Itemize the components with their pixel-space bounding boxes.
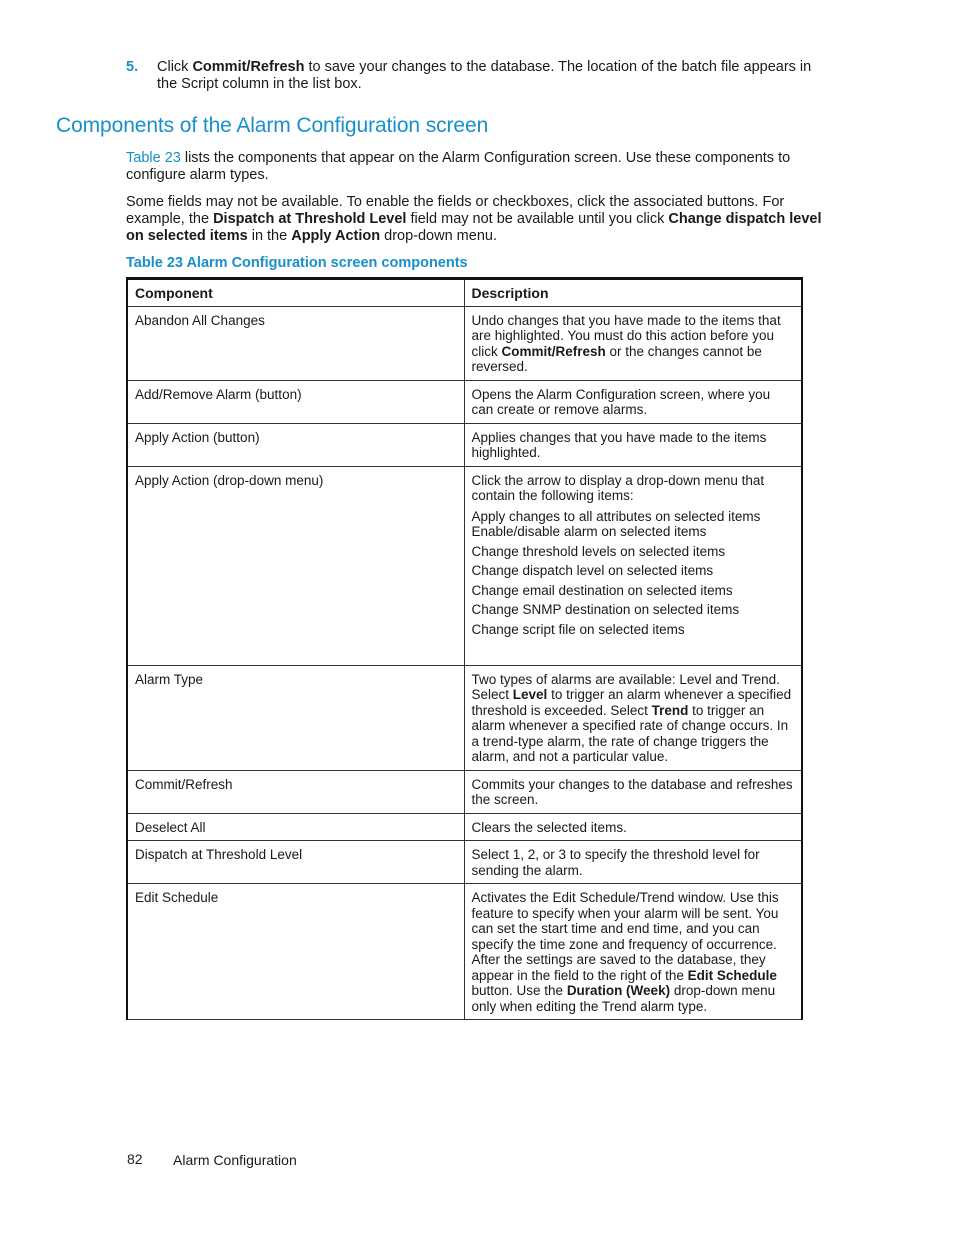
menu-item: Change script file on selected items [471, 621, 685, 637]
note-bold-2: Change dispatch level on selected items [126, 211, 822, 244]
menu-item: Change threshold levels on selected items [471, 543, 726, 559]
description-cell: Commits your changes to the database and refreshes the screen. [464, 770, 802, 813]
component-cell: Apply Action (button) [127, 423, 464, 466]
menu-item: Change email destination on selected items [471, 582, 733, 598]
menu-item: Apply changes to all attributes on selected items [471, 508, 761, 524]
commit-refresh-ref: Commit/Refresh [192, 59, 305, 75]
table-caption: Table 23 Alarm Configuration screen components [126, 255, 468, 271]
page-number: 82 [127, 1151, 143, 1167]
component-cell: Edit Schedule [127, 884, 464, 1020]
description-cell: Select 1, 2, or 3 to specify the threshold level for sending the alarm. [464, 841, 802, 884]
table-23-link[interactable]: Table 23 [126, 150, 181, 166]
description-cell: Applies changes that you have made to the items highlighted. [464, 423, 802, 466]
desc-text: Activates the Edit Schedule/Trend window. Use this feature to specify when your alarm will be sent. You can set the start time and end time, and you can specify the time zone and frequency of occurrence. After the settings are saved to the database, they appear in the field to the right of the [471, 890, 779, 983]
menu-item: Change dispatch level on selected items [471, 563, 714, 578]
component-cell: Alarm Type [127, 665, 464, 770]
table-row [127, 306, 802, 380]
table-row [127, 884, 802, 1020]
table-row [127, 466, 802, 665]
table-row [127, 841, 802, 884]
header-component: Component [127, 279, 464, 307]
component-cell: Commit/Refresh [127, 770, 464, 813]
table-row [127, 380, 802, 423]
desc-text: Undo changes that you have made to the items that are highlighted. You must do this action before you click [471, 312, 781, 359]
components-table [126, 277, 803, 1020]
step-5 [126, 59, 826, 93]
description-cell [464, 665, 802, 770]
desc-bold: Level [512, 687, 548, 702]
table-row [127, 813, 802, 841]
intro-paragraph [126, 150, 830, 184]
desc-text: drop-down menu only when editing the Trend alarm type. [471, 983, 776, 1014]
desc-text: Click the arrow to display a drop-down menu that contain the following items: [471, 472, 765, 503]
component-cell: Add/Remove Alarm (button) [127, 380, 464, 423]
component-cell: Dispatch at Threshold Level [127, 841, 464, 884]
intro-text: lists the components that appear on the Alarm Configuration screen. Use these components to configure alarm types. [126, 150, 791, 183]
step-text-pre: Click [157, 59, 193, 75]
section-title: Components of the Alarm Configuration screen [56, 114, 489, 137]
description-cell: Opens the Alarm Configuration screen, where you can create or remove alarms. [464, 380, 802, 423]
component-cell: Abandon All Changes [127, 306, 464, 380]
note-paragraph [126, 194, 830, 245]
table-row [127, 665, 802, 770]
note-text-2: field may not be available until you click [406, 211, 669, 227]
desc-bold: Duration (Week) [566, 983, 671, 998]
desc-text: to trigger an alarm whenever a specified rate of change occurs. In a trend-type alarm, the rate of change triggers the alarm, and not a particular value. [471, 702, 789, 764]
description-cell [464, 884, 802, 1020]
component-cell: Deselect All [127, 813, 464, 841]
table-row [127, 770, 802, 813]
table-row [127, 423, 802, 466]
step-text [157, 59, 826, 93]
note-bold-3: Apply Action [291, 228, 381, 244]
description-cell: Clears the selected items. [464, 813, 802, 841]
desc-text: button. Use the [471, 983, 567, 998]
table-header-row [127, 279, 802, 307]
menu-item: Enable/disable alarm on selected items [471, 524, 707, 539]
footer-title: Alarm Configuration [173, 1152, 297, 1168]
note-text-1: Some fields may not be available. To enable the fields or checkboxes, click the associated buttons. For example, the [126, 194, 785, 227]
step-number: 5. [126, 59, 139, 75]
step-text-post: to save your changes to the database. The location of the batch file appears in the Script column in the list box. [157, 59, 812, 92]
note-text-3: in the [247, 228, 292, 244]
note-bold-1: Dispatch at Threshold Level [213, 211, 407, 227]
desc-text: Two types of alarms are available: Level and Trend. Select [471, 671, 780, 702]
component-cell: Apply Action (drop-down menu) [127, 466, 464, 665]
description-cell [464, 306, 802, 380]
description-cell [464, 466, 802, 665]
note-text-4: drop-down menu. [380, 228, 497, 244]
desc-bold: Trend [651, 702, 689, 718]
desc-bold: Commit/Refresh [501, 343, 606, 359]
desc-text: or the changes cannot be reversed. [471, 343, 762, 374]
desc-bold: Edit Schedule [687, 967, 777, 983]
menu-item: Change SNMP destination on selected items [471, 602, 740, 617]
header-description: Description [464, 279, 802, 307]
desc-text: to trigger an alarm whenever a specified threshold is exceeded. Select [471, 687, 792, 718]
